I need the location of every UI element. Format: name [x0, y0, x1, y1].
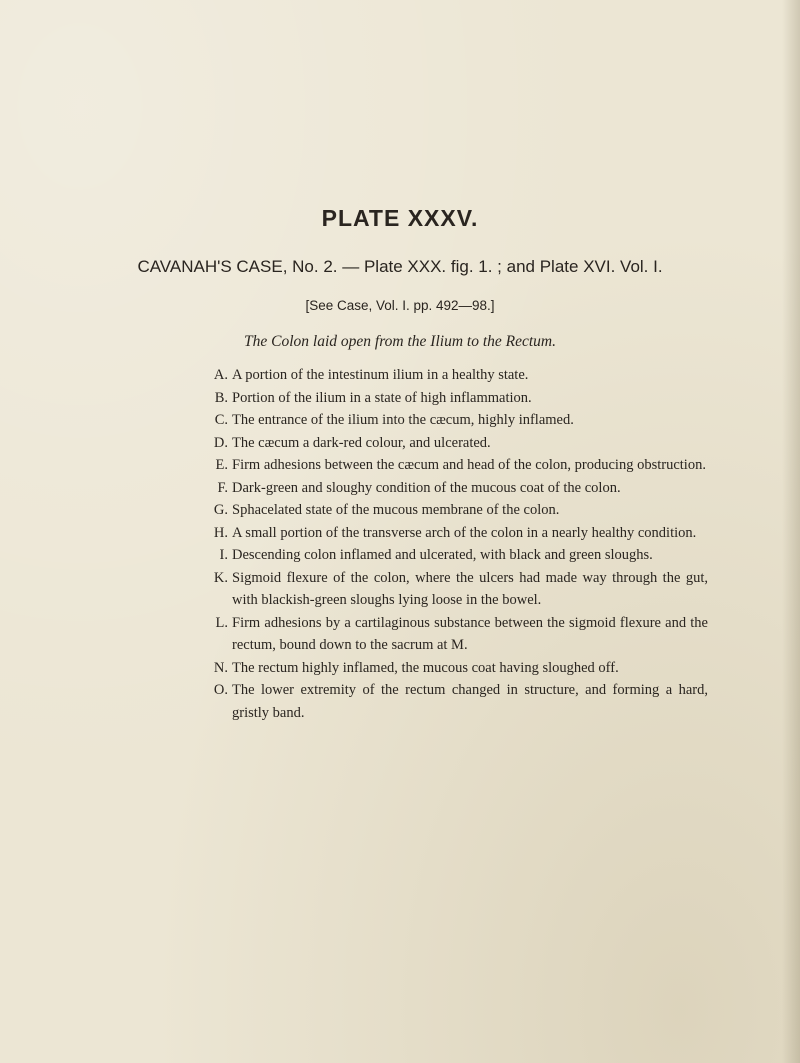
legend-item-text: Sphacelated state of the mucous membrane of the colon. [232, 502, 560, 518]
legend-item-text: The lower extremity of the rectum changed in structure, and forming a hard, gristly band. [232, 682, 708, 721]
legend-item-text: Sigmoid flexure of the colon, where the ulcers had made way through the gut, with blackish-green sloughs lying loose in the bowel. [232, 569, 708, 608]
legend-item-l [215, 612, 708, 657]
legend-item-h [213, 522, 708, 545]
legend-item-b [214, 387, 708, 410]
legend-item-a [213, 364, 708, 387]
legend-item-label: G. [213, 502, 228, 518]
legend-item-o [213, 679, 708, 724]
page-edge-shadow [782, 0, 800, 1063]
legend-item-d [213, 432, 708, 455]
legend-item-label: I. [219, 547, 228, 563]
legend-item-label: A. [213, 367, 228, 383]
case-reference: CAVANAH'S CASE, No. 2. — Plate XXX. fig. 1. ; and Plate XVI. Vol. I. [137, 257, 663, 276]
legend-item-label: F. [217, 479, 228, 496]
legend-item-label: E. [215, 457, 228, 473]
legend-item-text: The rectum highly inflamed, the mucous coat having sloughed off. [232, 659, 619, 676]
legend-item-text: A small portion of the transverse arch of the colon in a nearly healthy condition. [232, 524, 697, 541]
legend-item-k [213, 567, 708, 612]
legend-item-e [215, 454, 708, 477]
legend-item-text: Descending colon inflamed and ulcerated, with black and green sloughs. [232, 547, 653, 563]
legend-item-text: Dark-green and sloughy condition of the mucous coat of the colon. [232, 479, 621, 496]
legend-item-label: D. [213, 434, 228, 451]
legend-item-g [213, 499, 708, 522]
legend-item-text: Portion of the ilium in a state of high inflammation. [232, 389, 532, 406]
legend-item-label: K. [213, 569, 228, 586]
legend-item-f [217, 477, 708, 500]
legend-item-label: H. [213, 524, 228, 541]
legend-item-label: L. [215, 614, 228, 631]
legend-item-n [213, 657, 708, 680]
legend-item-label: N. [213, 659, 228, 676]
legend-item-label: C. [214, 412, 228, 428]
legend-item-text: The cæcum a dark-red colour, and ulcerated. [232, 434, 491, 451]
volume-reference: [See Case, Vol. I. pp. 492—98.] [305, 298, 495, 313]
legend-item-text: Firm adhesions by a cartilaginous substance between the sigmoid flexure and the rectum, bound down to the sacrum at M. [232, 614, 708, 653]
legend-item-label: B. [214, 389, 228, 406]
legend-list [213, 364, 708, 724]
plate-title: PLATE XXXV. [321, 205, 479, 231]
legend-item-c [214, 409, 708, 432]
legend-item-i [219, 544, 708, 567]
legend-item-text: The entrance of the ilium into the cæcum, highly inflamed. [232, 412, 574, 428]
legend-item-text: Firm adhesions between the cæcum and head of the colon, producing obstruction. [232, 457, 706, 473]
legend-item-label: O. [213, 682, 228, 698]
plate-subtitle: The Colon laid open from the Ilium to the Rectum. [244, 333, 556, 350]
legend-item-text: A portion of the intestinum ilium in a healthy state. [232, 367, 529, 383]
